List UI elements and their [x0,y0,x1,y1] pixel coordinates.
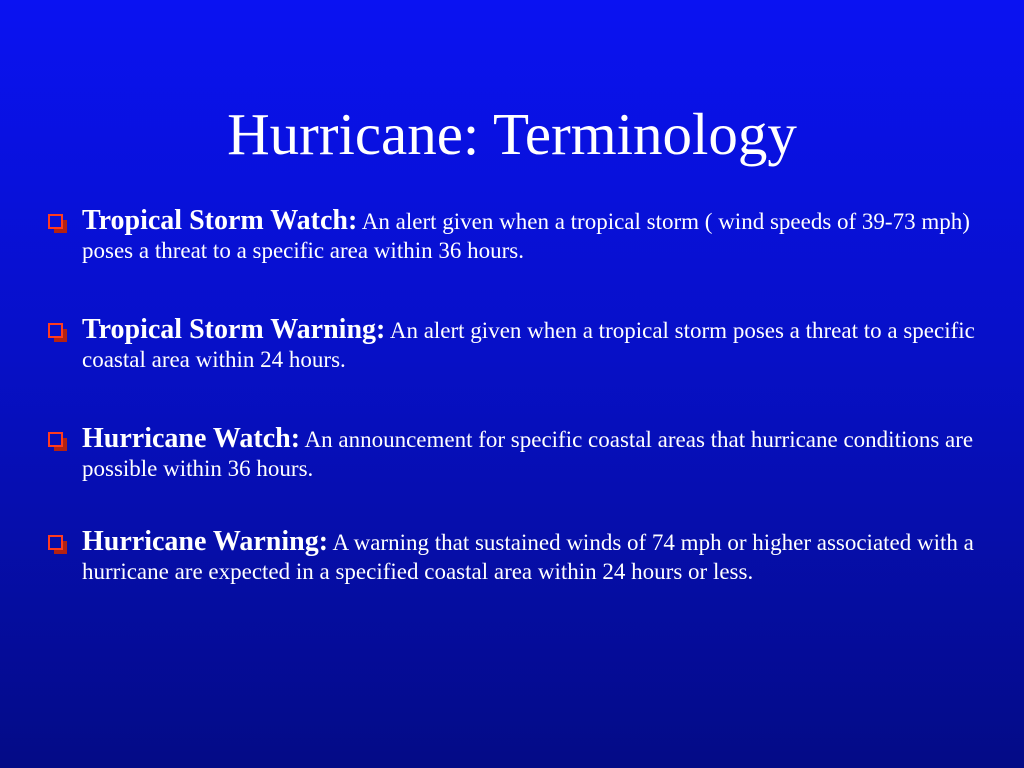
bullet-hurricane-warning [46,527,986,586]
bullet-tropical-storm-watch [46,206,986,265]
bullet-tropical-storm-warning [46,315,986,374]
slide-title: Hurricane: Terminology [227,101,797,167]
bullet-definition: An alert given when a tropical storm ( wind speeds of 39-73 mph) poses a threat to a specific area within 36 hours. [82,209,970,263]
bullet-term: Hurricane Warning: [82,526,329,557]
checkbox-square-icon [48,432,63,447]
bullet-definition: An announcement for specific coastal areas that hurricane conditions are possible within 36 hours. [82,427,974,481]
bullet-definition: A warning that sustained winds of 74 mph or higher associated with a hurricane are expected in a specified coastal area within 24 hours or less. [82,530,974,584]
checkbox-square-icon [48,535,63,550]
checkbox-square-icon [48,214,63,229]
checkbox-square-icon [48,323,63,338]
bullet-term: Tropical Storm Warning: [82,314,386,345]
bullet-term: Hurricane Watch: [82,423,301,454]
bullet-definition: An alert given when a tropical storm poses a threat to a specific coastal area within 24 hours. [82,318,975,372]
bullet-hurricane-watch [46,424,986,483]
bullet-list [46,206,986,586]
bullet-term: Tropical Storm Watch: [82,205,358,236]
